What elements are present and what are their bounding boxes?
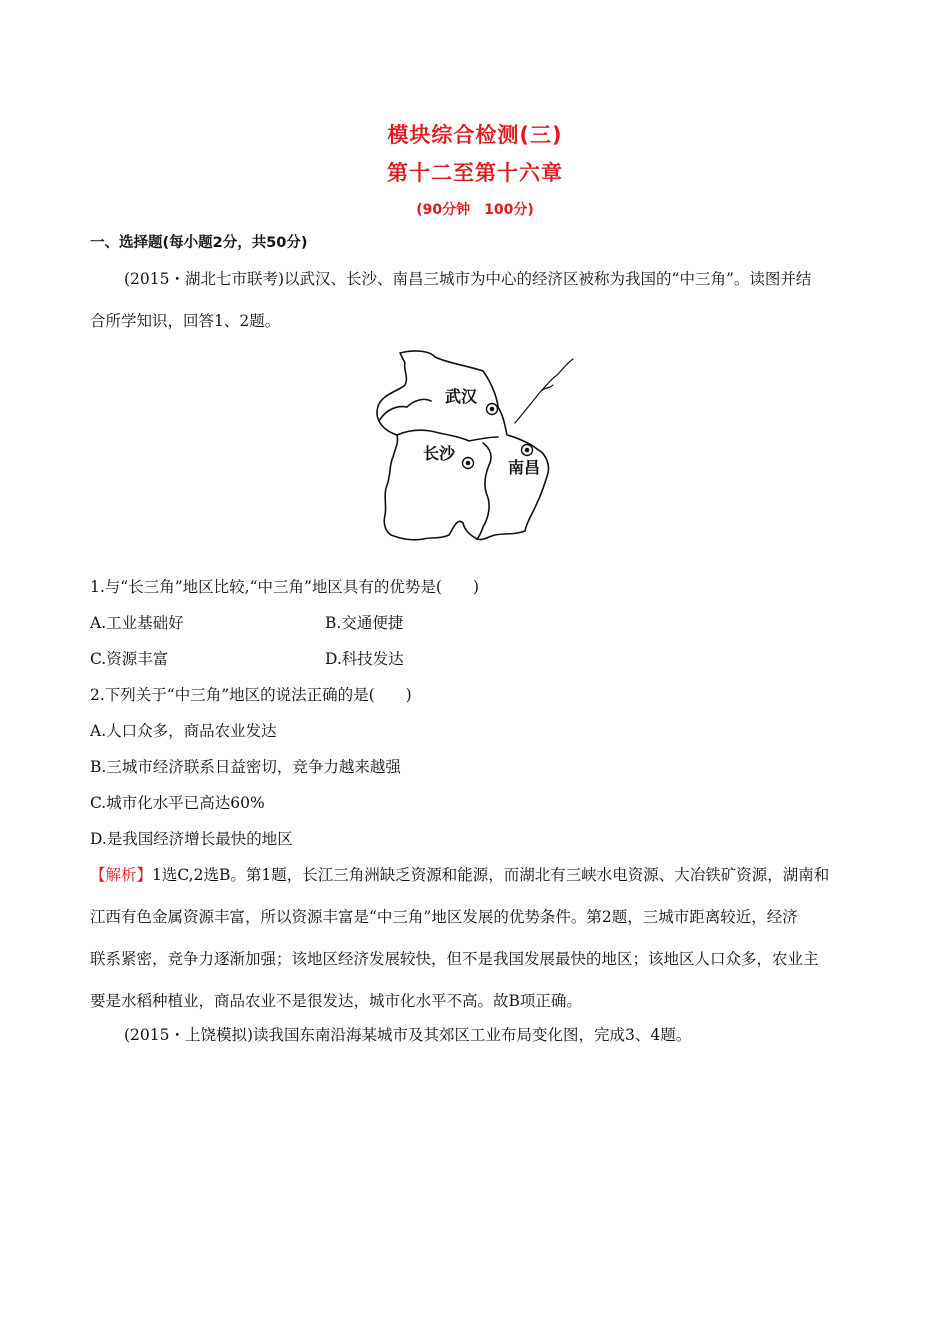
analysis-line-2: 江西有色金属资源丰富，所以资源丰富是“中三角”地区发展的优势条件。第2题，三城市距离较近，经济 [90,908,798,926]
changsha-label: 长沙 [423,444,456,463]
doc-title: 模块综合检测(三) [387,123,563,147]
nanchang-city-symbol [522,445,533,456]
nanchang-label: 南昌 [508,458,541,477]
analysis-line-3: 联系紧密，竞争力逐渐加强；该地区经济发展较快，但不是我国发展最快的地区；该地区人口众多，农业主 [90,950,819,968]
q1-stem: 1.与“长三角”地区比较,“中三角”地区具有的优势是( ) [90,578,480,596]
analysis-line-1 [90,865,829,885]
river [515,359,573,423]
section-heading: 一、选择题(每小题2分，共50分) [90,235,308,251]
analysis-tag: 【解析】 [90,866,153,884]
q2-option-b: B.三城市经济联系日益密切，竞争力越来越强 [90,758,401,776]
q2-stem: 2.下列关于“中三角”地区的说法正确的是( ) [90,686,412,704]
analysis-text-1: 1选C,2选B。第1题，长江三角洲缺乏资源和能源，而湖北有三峡水电资源、大冶铁矿资源，湖南和 [152,866,830,884]
q2-option-c: C.城市化水平已高达60% [90,794,265,812]
hunan-jiangxi-border [477,443,491,539]
q1-option-d: D.科技发达 [325,650,404,668]
doc-meta: (90分钟 100分) [416,202,534,218]
q1-option-b: B.交通便捷 [325,614,404,632]
q1-option-c: C.资源丰富 [90,650,169,668]
hubei-border [397,430,498,441]
analysis-line-4: 要是水稻种植业，商品农业不是很发达，城市化水平不高。故B项正确。 [90,992,582,1010]
q2-option-d: D.是我国经济增长最快的地区 [90,830,293,848]
wuhan-city-symbol [487,404,498,415]
region-outline [377,351,548,540]
q1-option-a: A.工业基础好 [90,614,184,632]
region-map [365,345,580,545]
next-intro: (2015・上饶模拟)读我国东南沿海某城市及其郊区工业布局变化图，完成3、4题。 [124,1026,692,1044]
q2-option-a: A.人口众多，商品农业发达 [90,722,277,740]
doc-subtitle: 第十二至第十六章 [387,161,563,185]
wuhan-label: 武汉 [445,387,478,406]
western-border [379,399,431,421]
intro-line-1: (2015・湖北七市联考)以武汉、长沙、南昌三城市为中心的经济区被称为我国的“中三角”。读图并结 [124,270,812,288]
intro-line-2: 合所学知识，回答1、2题。 [90,312,281,330]
changsha-city-symbol [463,458,474,469]
